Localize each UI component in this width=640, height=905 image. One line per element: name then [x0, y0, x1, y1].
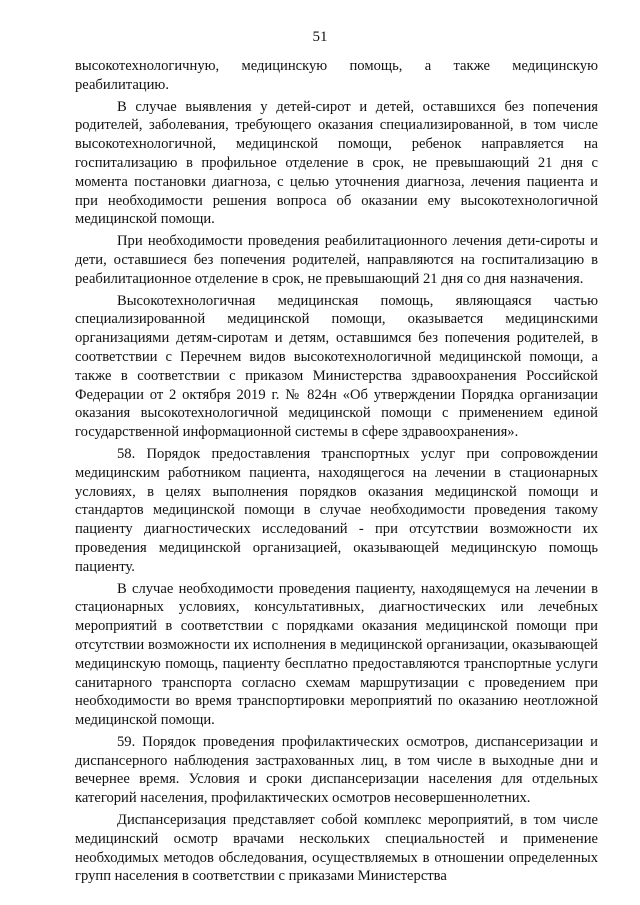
- paragraph-rehabilitation-treatment: При необходимости проведения реабилитационного лечения дети-сироты и дети, оставшиеся без попечения родителей, направляются на госпитализацию в реабилитационное отделение в срок, не превышающий 21 дня со дня назначения.: [75, 233, 598, 287]
- paragraph-section-58: 58. Порядок предоставления транспортных услуг при сопровождении медицинским работником пациента, находящегося на лечении в стационарных условиях, в целях выполнения порядков оказания медицинской помощи и стандартов медицинской помощи в случае необходимости проведения такому пациенту диагностических исследований - при отсутствии возможности их проведения медицинской организацией, оказывающей медицинскую помощь пациенту.: [75, 445, 598, 575]
- paragraph-dispensarization: Диспансеризация представляет собой комплекс мероприятий, в том числе медицинский осмотр врачами нескольких специальностей и применение необходимых методов обследования, осуществляемых в отношении определенных групп населения в соответствии с приказами Министерства: [75, 812, 598, 885]
- paragraph-section-59: 59. Порядок проведения профилактических осмотров, диспансеризации и диспансерного наблюдения застрахованных лиц, в том числе в выходные дни и вечернее время. Условия и сроки диспансеризации населения для отдельных категорий населения, профилактических осмотров несовершеннолетних.: [75, 733, 598, 807]
- paragraph-continuation: высокотехнологичную, медицинскую помощь, а также медицинскую реабилитацию.: [75, 58, 598, 93]
- document-body: [75, 57, 598, 886]
- paragraph-transport-services: В случае необходимости проведения пациенту, находящемуся на лечении в стационарных условиях, консультативных, диагностических или лечебных мероприятий в соответствии с порядками оказания медицинской помощи при отсутствии возможности их исполнения в медицинской организации, оказывающей медицинскую помощь, пациенту бесплатно предоставляются транспортные услуги санитарного транспорта согласно схемам маршрутизации с проведением при необходимости во время транспортировки мероприятий по оказанию неотложной медицинской помощи.: [75, 580, 598, 729]
- page-number: 51: [312, 29, 328, 45]
- paragraph-orphan-children-hospitalization: В случае выявления у детей-сирот и детей, оставшихся без попечения родителей, заболевания, требующего оказания специализированной, в том числе высокотехнологичной, медицинской помощи, ребенок направляется на госпитализацию в профильное отделение в срок, не превышающий 21 дня с момента постановки диагноза, с целью уточнения диагноза, лечения пациента и при необходимости решения вопроса об оказании ему высокотехнологичной медицинской помощи.: [75, 98, 598, 228]
- paragraph-high-tech-care: Высокотехнологичная медицинская помощь, являющаяся частью специализированной медицинской помощи, оказывается медицинскими организациями детям-сиротам и детям, оставшимся без попечения родителей, в соответствии с Перечнем видов высокотехнологичной медицинской помощи, а также в соответствии с приказом Министерства здравоохранения Российской Федерации от 2 октября 2019 г. № 824н «Об утверждении Порядка организации оказания высокотехнологичной медицинской помощи с применением единой государственной информационной системы в сфере здравоохранения».: [75, 292, 598, 441]
